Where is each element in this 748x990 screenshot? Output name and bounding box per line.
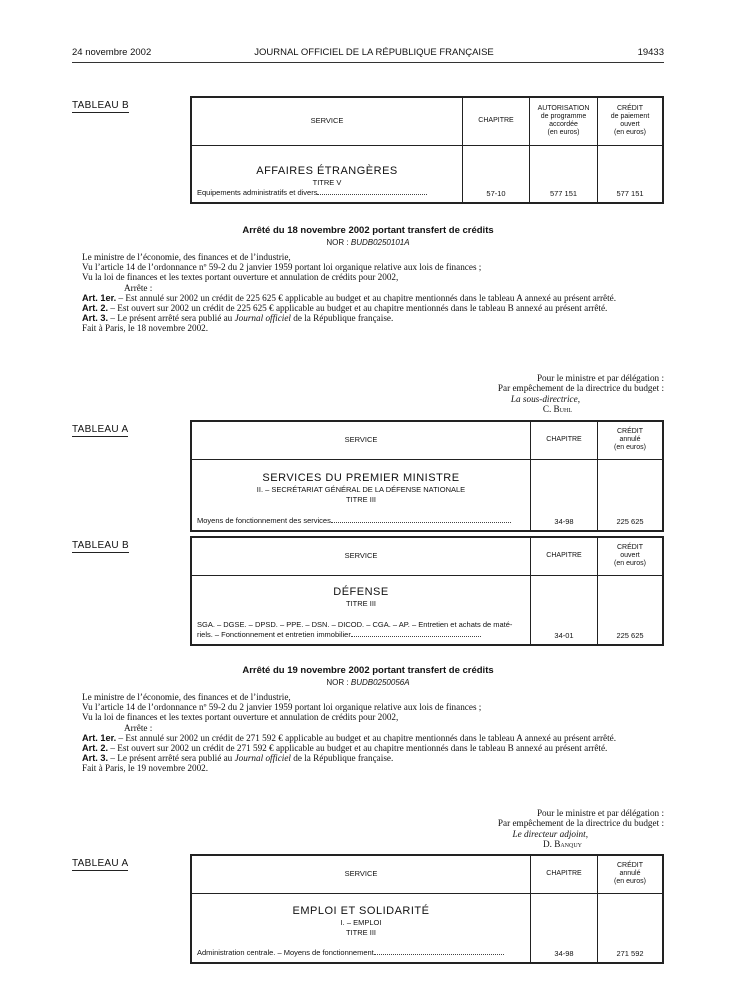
table3-line: SGA. – DGSE. – DPSD. – PPE. – DSN. – DICOD. – CGA. – AP. – Entretien et achats de maté- riels. – Fonctionnement et entretien immobilier: [197, 620, 513, 639]
decree2-p2: Vu l’article 14 de l’ordonnance nº 59-2 du 2 janvier 1959 portant loi organique relative aux lois de finances ;: [82, 702, 482, 713]
table1-col-service: SERVICE: [191, 97, 463, 145]
table4-credit-cell: 271 592: [598, 893, 664, 963]
table4-label: TABLEAU A: [72, 858, 129, 869]
table3-ministry: DÉFENSE: [333, 585, 389, 598]
table2-sub: II. – SECRÉTARIAT GÉNÉRAL DE LA DÉFENSE NATIONALE: [256, 484, 466, 494]
header-page-number: 19433: [637, 47, 664, 58]
table2-credit-cell: 225 625: [598, 459, 664, 531]
decree2-title: Arrêté du 19 novembre 2002 portant transfert de crédits: [242, 665, 494, 676]
table2-chapitre-cell: 34-98: [531, 459, 598, 531]
table2-service-cell: [191, 459, 531, 531]
decree1-arrete: Arrête :: [124, 282, 153, 293]
table2-line: Moyens de fonctionnement des services: [197, 516, 526, 526]
table1-line: Equipements administratifs et divers: [197, 188, 458, 198]
table1: [190, 96, 664, 204]
table1-label: TABLEAU B: [72, 100, 129, 111]
table2-titre: TITRE III: [346, 494, 376, 504]
decree1-fait: Fait à Paris, le 18 novembre 2002.: [82, 323, 209, 334]
decree2-nor: NOR : BUDB0250056A: [326, 678, 410, 687]
table2: [190, 420, 664, 532]
decree2-body: [82, 692, 664, 774]
table4-titre: TITRE III: [346, 927, 376, 937]
table4-col-credit: CRÉDIT annulé (en euros): [598, 855, 664, 893]
table4-sub: I. – EMPLOI: [340, 917, 382, 927]
decree1-p1: Le ministre de l’économie, des finances et de l’industrie,: [82, 252, 291, 262]
decree1-art1: Art. 1er. – Est annulé sur 2002 un crédit de 225 625 € applicable au budget et au chapitre mentionnés dans le tableau A annexé au présent arrêté.: [82, 292, 617, 303]
decree1-art3: Art. 3. – Le présent arrêté sera publié au Journal officiel de la République française.: [82, 313, 394, 324]
table4-chapitre-cell: 34-98: [531, 893, 598, 963]
table3-chapitre-cell: 34-01: [531, 575, 598, 645]
table4-col-service: SERVICE: [191, 855, 531, 893]
header-date: 24 novembre 2002: [72, 47, 152, 58]
table3-label: TABLEAU B: [72, 540, 129, 551]
decree2-art3: Art. 3. – Le présent arrêté sera publié au Journal officiel de la République française.: [82, 753, 394, 764]
table3-col-chapitre: CHAPITRE: [531, 537, 598, 575]
table1-chapitre-cell: 57-10: [463, 145, 530, 203]
table4-service-cell: [191, 893, 531, 963]
table3-col-credit: CRÉDIT ouvert (en euros): [598, 537, 664, 575]
table2-ministry: SERVICES DU PREMIER MINISTRE: [262, 471, 460, 484]
decree2-p1: Le ministre de l’économie, des finances et de l’industrie,: [82, 692, 291, 702]
table1-titre: TITRE V: [312, 177, 342, 187]
decree2-art1: Art. 1er. – Est annulé sur 2002 un crédit de 271 592 € applicable au budget et au chapitre mentionnés dans le tableau A annexé au présent arrêté.: [82, 732, 617, 743]
table1-col-credit: CRÉDIT de paiement ouvert (en euros): [598, 97, 664, 145]
table1-col-chapitre: CHAPITRE: [463, 97, 530, 145]
decree2-arrete: Arrête :: [124, 722, 153, 733]
header-rule: [72, 62, 664, 63]
table3-service-cell: [191, 575, 531, 645]
decree1-nor: NOR : BUDB0250101A: [326, 238, 410, 247]
decree2-p3: Vu la loi de finances et les textes portant ouverture et annulation de crédits pour 2002,: [82, 712, 399, 723]
table4-ministry: EMPLOI ET SOLIDARITÉ: [292, 904, 430, 917]
table2-col-credit: CRÉDIT annulé (en euros): [598, 421, 664, 459]
table4: [190, 854, 664, 964]
table4-line: Administration centrale. – Moyens de fonctionnement: [197, 948, 526, 958]
decree1-signature: Pour le ministre et par délégation : Par empêchement de la directrice du budget : La sous-directrice, C. Buhl: [497, 373, 664, 415]
table1-col-autorisation: AUTORISATION de programme accordée (en euros): [530, 97, 598, 145]
decree2-art2: Art. 2. – Est ouvert sur 2002 un crédit de 271 592 € applicable au budget et au chapitre mentionnés dans le tableau B annexé au présent arrêté.: [82, 743, 608, 754]
table1-credit-cell: 577 151: [598, 145, 664, 203]
table1-service-cell: [191, 145, 463, 203]
header-journal: JOURNAL OFFICIEL DE LA RÉPUBLIQUE FRANÇAISE: [254, 47, 494, 58]
decree1-title: Arrêté du 18 novembre 2002 portant transfert de crédits: [242, 225, 494, 236]
table1-ministry: AFFAIRES ÉTRANGÈRES: [256, 164, 398, 177]
decree1-body: [82, 252, 664, 334]
decree1-p2: Vu l’article 14 de l’ordonnance nº 59-2 du 2 janvier 1959 portant loi organique relative aux lois de finances ;: [82, 262, 482, 273]
table4-col-chapitre: CHAPITRE: [531, 855, 598, 893]
decree2-signature: Pour le ministre et par délégation : Par empêchement de la directrice du budget : Le directeur adjoint, D. Banquy: [497, 808, 664, 850]
table3: [190, 536, 664, 646]
table1-autorisation-cell: 577 151: [530, 145, 598, 203]
decree1-art2: Art. 2. – Est ouvert sur 2002 un crédit de 225 625 € applicable au budget et au chapitre mentionnés dans le tableau B annexé au présent arrêté.: [82, 303, 608, 314]
table2-col-service: SERVICE: [191, 421, 531, 459]
table3-credit-cell: 225 625: [598, 575, 664, 645]
table3-titre: TITRE III: [346, 598, 376, 608]
table2-col-chapitre: CHAPITRE: [531, 421, 598, 459]
table3-col-service: SERVICE: [191, 537, 531, 575]
decree2-fait: Fait à Paris, le 19 novembre 2002.: [82, 763, 209, 774]
table2-label: TABLEAU A: [72, 424, 129, 435]
decree1-p3: Vu la loi de finances et les textes portant ouverture et annulation de crédits pour 2002,: [82, 272, 399, 283]
